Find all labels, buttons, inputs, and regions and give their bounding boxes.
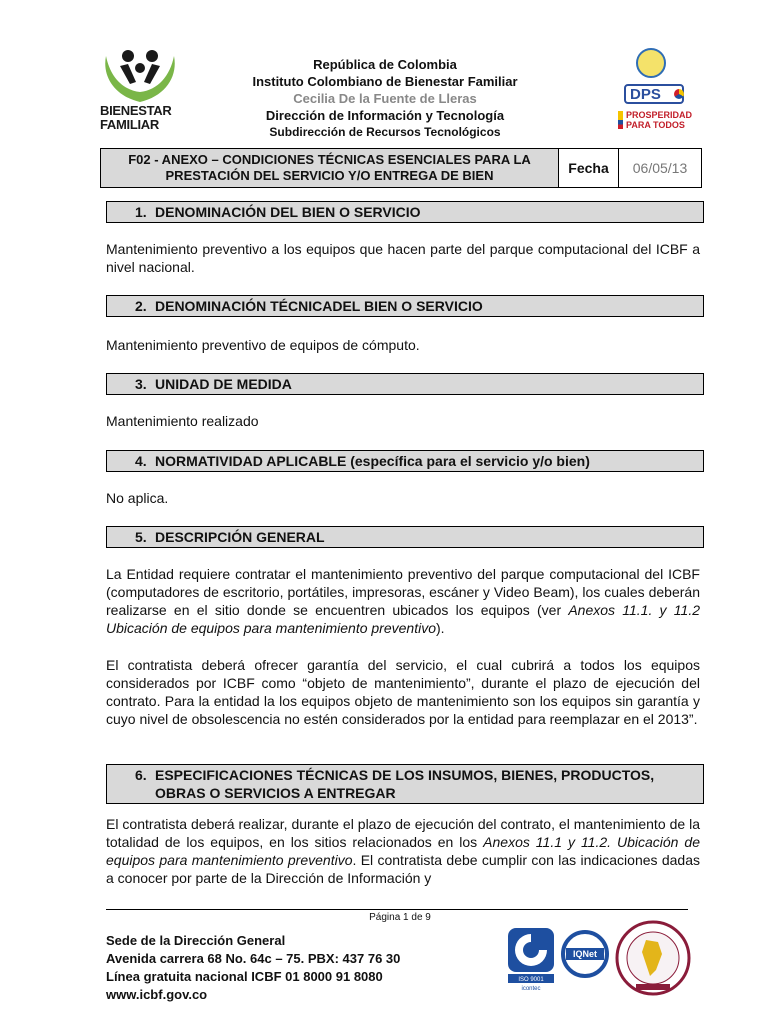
section-body-1: Mantenimiento preventivo a los equipos que hacen parte del parque computacional del ICBF a nivel nacional. [106, 241, 700, 275]
paragraph-text: . El contratista debe cumplir con las indicaciones dadas a conocer por parte de la Dirección de Información y [106, 852, 700, 886]
prosperidad-line-2: PARA TODOS [626, 120, 685, 130]
paragraph-text: ). [435, 620, 445, 636]
website-link[interactable]: www.icbf.gov.co [106, 987, 208, 1002]
header-subtitle: Cecilia De la Fuente de Lleras [293, 91, 477, 106]
section-body-5-paragraph-1 [106, 565, 700, 637]
section-header-3 [106, 373, 704, 395]
section-title: UNIDAD DE MEDIDA [155, 376, 292, 392]
section-header-1 [106, 201, 704, 223]
dps-logo [614, 48, 700, 136]
section-title: DENOMINACIÓN DEL BIEN O SERVICIO [155, 204, 421, 220]
icbf-logo [100, 46, 180, 136]
header-institute: Instituto Colombiano de Bienestar Familiar [252, 74, 518, 89]
header-country: República de Colombia [313, 57, 457, 72]
logo-word-1: BIENESTAR [100, 103, 172, 118]
section-header-4 [106, 450, 704, 472]
iqnet-logo-icon [560, 926, 610, 992]
logo-word-2: FAMILIAR [100, 117, 159, 132]
icontec-logo-icon [506, 926, 556, 992]
section-header-2 [106, 295, 704, 317]
address-line: Línea gratuita nacional ICBF 01 8000 91 8080 [106, 969, 383, 984]
fecha-label: Fecha [559, 148, 619, 188]
dps-badge [624, 84, 684, 104]
document-title: F02 - ANEXO – CONDICIONES TÉCNICAS ESENCIALES PARA LA PRESTACIÓN DEL SERVICIO Y/O ENTREGA DE BIEN [100, 148, 559, 188]
section-number: 5. [135, 529, 147, 545]
section-body-6 [106, 815, 700, 887]
iso-label: ISO 9001 [518, 977, 544, 983]
section-body-5-paragraph-2: El contratista deberá ofrecer garantía del servicio, el cual cubrirá a todos los equipos considerados por ICBF como “objeto de mantenimiento”, durante el plazo de ejecución del contrato. Para la entidad la los equipos objeto de mantenimiento son los equipos sin garantía y cuyo nivel de obsolescencia no estén considerados por la entidad para reemplazar en el 2013”. [106, 657, 700, 727]
icontec-label: icontec [521, 986, 541, 992]
prosperidad-line-1: PROSPERIDAD [626, 110, 693, 120]
prosperidad-logo [618, 110, 698, 130]
address-line: Avenida carrera 68 No. 64c – 75. PBX: 437 76 30 [106, 951, 401, 966]
page-number: Página 1 de 9 [369, 912, 431, 923]
section-title: ESPECIFICACIONES TÉCNICAS DE LOS INSUMOS, BIENES, PRODUCTOS, [155, 767, 655, 783]
section-body-4: No aplica. [106, 490, 169, 506]
address-line: Sede de la Dirección General [106, 933, 286, 948]
section-title-line-2: OBRAS O SERVICIOS A ENTREGAR [155, 785, 396, 801]
dps-label: DPS [630, 86, 661, 103]
section-header-6 [106, 764, 704, 804]
paragraph-text: La Entidad requiere contratar el mantenimiento preventivo del parque computacional del ICBF (computadores de escritorio, portátiles, impresoras, escáner y Video Beam), los cuales deberán realizarse en el sitio donde se encuentren ubicados los equipos (ver [106, 566, 700, 618]
section-title: DESCRIPCIÓN GENERAL [155, 529, 325, 545]
section-number: 3. [135, 376, 147, 392]
header-subdirection: Subdirección de Recursos Tecnológicos [269, 125, 501, 139]
footer-address [106, 932, 426, 1004]
fecha-value: 06/05/13 [619, 148, 702, 188]
dps-dot-icon [674, 89, 684, 99]
section-number: 1. [135, 204, 147, 220]
section-title: NORMATIVIDAD APLICABLE (específica para el servicio y/o bien) [155, 453, 590, 469]
iqnet-label: IQNet [572, 949, 598, 959]
section-body-3: Mantenimiento realizado [106, 413, 259, 429]
footer-divider [106, 909, 688, 910]
section-number: 6. [135, 767, 147, 783]
logo-wordmark [100, 104, 180, 132]
icontec-certification [506, 926, 556, 1002]
annex-reference: Anexos 11.1. y 11.2 Ubicación de equipos para mantenimiento preventivo [106, 602, 700, 636]
section-header-5 [106, 526, 704, 548]
section-number: 4. [135, 453, 147, 469]
quality-seal-icon [612, 918, 694, 998]
colombia-seal-icon [636, 48, 666, 78]
section-body-2: Mantenimiento preventivo de equipos de cómputo. [106, 337, 420, 353]
section-title: DENOMINACIÓN TÉCNICADEL BIEN O SERVICIO [155, 298, 483, 314]
annex-reference: Anexos 11.1 y 11.2. Ubicación de equipos para mantenimiento preventivo [106, 834, 701, 868]
header-direction: Dirección de Información y Tecnología [265, 108, 505, 123]
government-quality-seal [612, 918, 694, 1004]
iqnet-certification [560, 926, 610, 1002]
section-number: 2. [135, 298, 147, 314]
paragraph-text: El contratista deberá realizar, durante el plazo de ejecución del contrato, el mantenimiento de la totalidad de los equipos, en los sitios relacionados en los [106, 816, 700, 850]
bienestar-familiar-emblem-icon [100, 46, 180, 104]
colombia-flag-icon [618, 111, 623, 129]
